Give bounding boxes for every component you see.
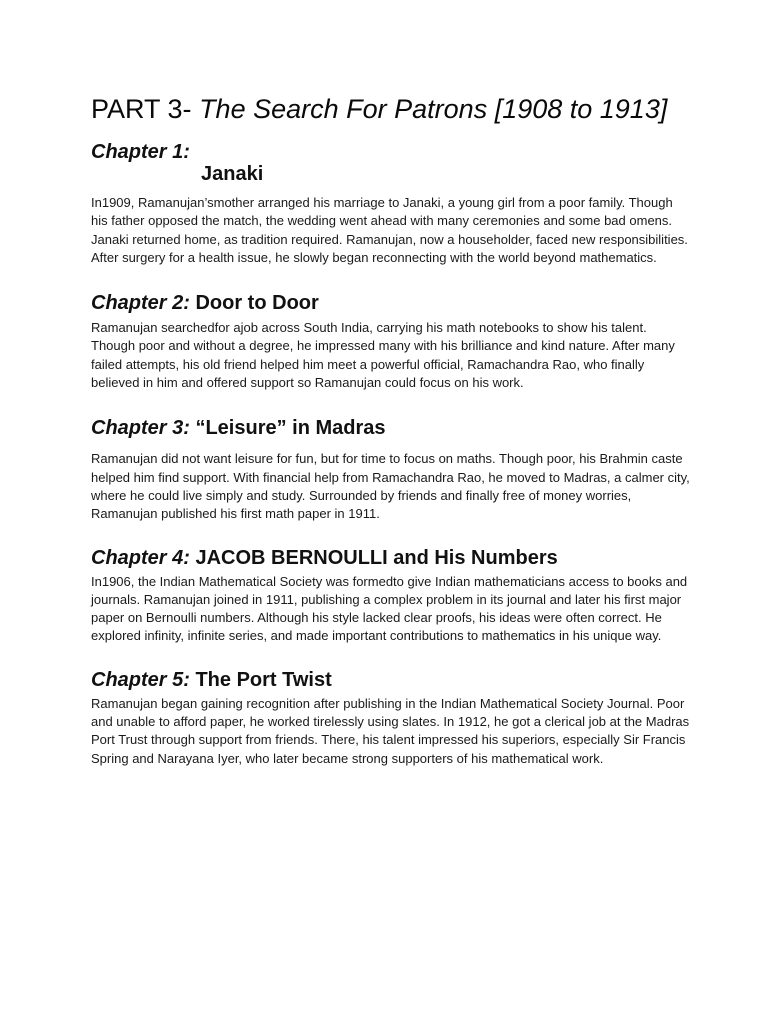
chapter-2-title: Door to Door: [195, 292, 319, 315]
part-title: [91, 88, 691, 130]
chapter-5-label: Chapter 5:: [91, 668, 190, 691]
chapter-1-title: Janaki: [201, 163, 264, 185]
chapter-5: [91, 668, 691, 768]
chapter-4: [91, 546, 691, 646]
chapter-3: [91, 416, 691, 523]
chapter-1: [91, 142, 691, 267]
document-page: [91, 88, 691, 768]
chapter-3-heading: [91, 416, 691, 440]
chapter-5-heading: [91, 668, 691, 692]
chapter-1-heading: [91, 142, 691, 186]
chapter-4-title: JACOB BERNOULLI and His Numbers: [195, 546, 558, 569]
part-subtitle: The Search For Patrons [1908 to 1913]: [199, 94, 668, 124]
chapter-4-text: In1906, the Indian Mathematical Society was formedto give Indian mathematicians access to books and journals. Ramanujan joined in 1911, publishing a complex problem in its journal and later his first major paper on Bernoulli numbers. Although his style lacked clear proofs, his ideas were often correct. He explored infinity, infinite series, and made important contributions to mathematics in his unique way.: [91, 573, 688, 644]
chapter-3-text: Ramanujan did not want leisure for fun, but for time to focus on maths. Though poor, his Brahmin caste helped him find support. With financial help from Ramachandra Rao, he moved to Madras, a calmer city, where he could live simply and study. Surrounded by friends and finally free of money worries, Ramanujan published his first math paper in 1911.: [91, 451, 690, 522]
chapter-1-text: In1909, Ramanujan’smother arranged his marriage to Janaki, a young girl from a poor family. Though his father opposed the match, the wedding went ahead with many ceremonies and some bad omens. Janaki returned home, as tradition required. Ramanujan, now a householder, faced new responsibilities. After surgery for a health issue, he slowly began reconnecting with the world beyond mathematics.: [91, 195, 688, 265]
chapter-2-heading: [91, 291, 691, 315]
chapter-2: [91, 291, 691, 392]
chapter-3-label: Chapter 3:: [91, 417, 190, 440]
chapter-5-title: The Port Twist: [195, 668, 332, 691]
part-prefix: PART 3-: [91, 94, 192, 124]
chapter-2-label: Chapter 2:: [91, 292, 190, 315]
chapter-4-heading: [91, 546, 691, 570]
chapter-3-title: “Leisure” in Madras: [195, 417, 386, 440]
chapter-4-label: Chapter 4:: [91, 546, 190, 569]
chapter-1-label: Chapter 1:: [91, 141, 190, 163]
chapter-5-text: Ramanujan began gaining recognition after publishing in the Indian Mathematical Society Journal. Poor and unable to afford paper, he worked tirelessly using slates. In 1912, he got a clerical job at the Madras Port Trust through support from friends. There, his talent impressed his superiors, especially Sir Francis Spring and Narayana Iyer, who later became strong supporters of his mathematical work.: [91, 695, 690, 766]
chapter-2-text: Ramanujan searchedfor ajob across South India, carrying his math notebooks to show his talent. Though poor and without a degree, he impressed many with his brilliance and kind nature. After many failed attempts, his old friend helped him meet a powerful official, Ramachandra Rao, who finally believed in him and offered support so Ramanujan could focus on his work.: [91, 320, 675, 391]
